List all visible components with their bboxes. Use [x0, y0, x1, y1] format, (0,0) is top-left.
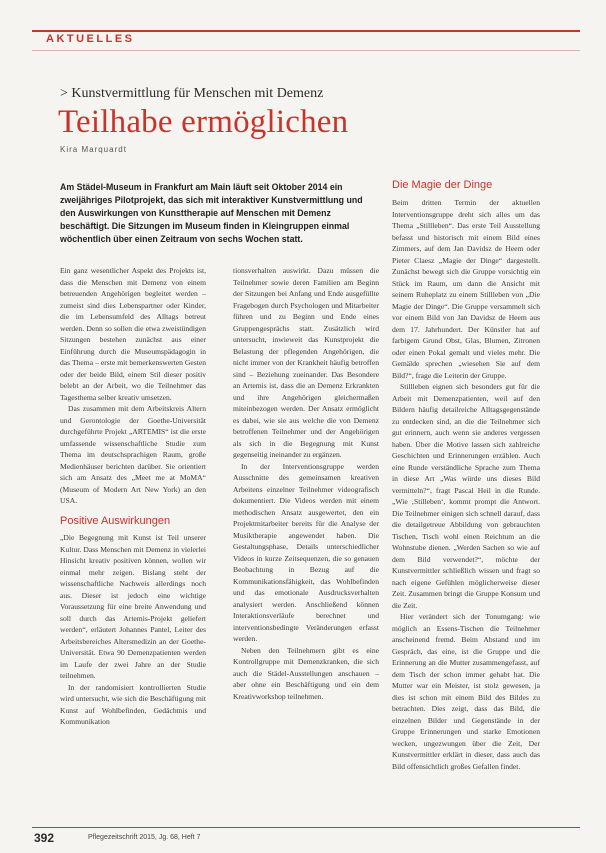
- paragraph: tionsverhalten auswirkt. Dazu müssen die Teilnehmer sowie deren Familien am Beginn der Sitzungen bei Anfang und Ende ausgefüllte Fragebogen durch Psychologen und Mitarbeiter führen und zu Beginn und Ende eines Gruppengesprächs statt. Zusätzlich wird untersucht, inwieweit das Kunstprojekt die Belastung der pflegenden Angehörigen, die nicht immer von der Krankheit häufig betroffen sind – Beziehung zueinander. Das Besondere an Artemis ist, dass die an Demenz Erkrankten und ihre Angehörigen gleichermaßen miteinbezogen werden. Der Ansatz ermöglicht es dabei, wie sie aus welche die von Demenz betroffenen Teilnehmer und der Angehörigen als sich in die Begegnung mit Kunst gegenseitig ineinander zu ergänzen.: [233, 266, 379, 459]
- paragraph: Ein ganz wesentlicher Aspekt des Projekts ist, dass die Menschen mit Demenz von einem betreuenden Angehörigen begleitet werden – zumeist sind dies Lebenspartner oder Kinder, die im Lebensumfeld des Alltags betreut werden. Denn so sollen die etwa zweistündigen Sitzungen bestehen zunächst aus einer Einführung durch die Museumspädagogin in das Thema – erste mit bemerkenswerten Gesten oder der beide Bild, einem Stil dieser positiv belebt an der Arbeit, wo die Teilnehmer das Tagesthema selber kreativ umsetzen.: [60, 266, 206, 402]
- section-label: AKTUELLES: [46, 33, 135, 45]
- article-title: Teilhabe ermöglichen: [58, 104, 349, 140]
- sidebar-heading: Die Magie der Dinge: [392, 179, 493, 191]
- paragraph: Beim dritten Termin der aktuellen Interventionsgruppe dreht sich alles um das Thema „Stillleben“. Das erste Teil Ausstellung befasst und historisch mit einem Bild eines Zimmers, auf dem Jan Davidsz de Heem oder Pieter Claesz „Magie der Dinge“ dargestellt. Zunächst bewegt sich die Gruppe vorsichtig ein Stück im Raum, um dann die Ansicht mit seinem Ruheplatz zu einem Stillleben von „Die Magie der Dinge“. Die Gruppe versammelt sich vor einem Bild von Jan Davidsz de Heem aus dem 17. Jahrhundert. Der Künstler hat auf farbigem Grund Obst, Glas, Blumen, Zitronen oder einen Pokal gemalt und vieles mehr. Die Gemälde sprechen „wiesehen Sie auf dem Bild?“, frage die Leiterin der Gruppe.: [392, 198, 540, 380]
- subheading: Positive Auswirkungen: [60, 514, 171, 527]
- article-kicker: > Kunstvermittlung für Menschen mit Demenz: [60, 86, 324, 101]
- body-column-1: [60, 265, 206, 728]
- paragraph: Neben den Teilnehmern gibt es eine Kontrollgruppe mit Demenzkranken, die sich auch die Städel-Ausstellungen anschauen – aber ohne ein Beschäftigung und ein dem Kreativworkshop teilnehmen.: [233, 645, 379, 701]
- paragraph: Stillleben eignen sich besonders gut für die Arbeit mit Demenzpatienten, weil auf den Bildern häufig detailreiche Alltagsgegenstände zu entdecken sind, an die die Teilnehmer sich gut erinnern, auch wenn sie anderes vergessen haben. Über die Motive lassen sich zahlreiche Geschichten und Erinnerungen erzählen. Auch eine Runde verständliche Sprache zum Thema in diese Art „Was würde uns dieses Bild vermitteln?“, fragt Pascal Heil in die Runde. „Wie ‚Stilleben‘, kommt prompt die Antwort. Die Teilnehmer einigen sich schnell darauf, dass die detailgetreue Abbildung von gebrauchten Tischen, Tisch wohl einen Reichtum an die Wohnstube dienen. „Werden Sachen so wie auf dem Bild verwendet?“, möchte der Kunstvermittler schließlich wissen und fragt so nach eigene Gefühlen möglicherweise dieser Zeit. Zusammen bringt die Gruppe Konsum und die Zeit.: [392, 382, 540, 610]
- article-lead: Am Städel-Museum in Frankfurt am Main läuft seit Oktober 2014 ein zweijähriges Pilotprojekt, das sich mit interaktiver Kunstvermittlung und den Auswirkungen von Kunsttherapie auf Menschen mit Demenz beschäftigt. Die Sitzungen im Museum finden in Kleingruppen einmal wöchentlich über einen Zeitraum von sechs Wochen statt.: [60, 182, 363, 244]
- body-column-2: [233, 265, 379, 702]
- footer-rule: [32, 827, 580, 828]
- paragraph: In der randomisiert kontrollierten Studie wird untersucht, wie sich die Beschäftigung mit Kunst auf Wohlbefinden, Gedächtnis und Kommunikation: [60, 682, 206, 726]
- publication-source: Pflegezeitschrift 2015, Jg. 68, Heft 7: [88, 834, 201, 841]
- paragraph: „Die Begegnung mit Kunst ist Teil unserer Kultur. Dass Menschen mit Demenz in vielerlei Hinsicht kreativ positiven können, wollen wir einmal mehr zeigen. Bislang steht der wissenschaftliche Nachweis allerdings noch aus. Dieser ist jedoch eine wichtige Voraussetzung für eine breite Anwendung und soll durch das Artemis-Projekt geliefert werden“, erläutert Johannes Pantel, Leiter des Arbeitsbereiches Altersmedizin an der Goethe-Universität. Etwa 90 Demenzpatienten werden im Laufe der zwei Jahre an der Studie teilnehmen.: [60, 533, 206, 680]
- body-column-3: [392, 197, 540, 772]
- page-number: 392: [34, 831, 55, 845]
- paragraph: In der Interventionsgruppe werden Ausschnitte des gemeinsamen kreativen Arbeitens einzelner Teilnehmer videografisch dokumentiert. Die Videos werden mit einem methodischen Ansatz ausgewertet, den ein Projektmitarbeiter bereits für die Analyse der Musiktherapie angewendet haben. Die Gestaltungsphase, Details unterschiedlicher Videos in kurze Zeitsequenzen, die so genauen Beobachtung in Bezug auf die Kommunikationsfähigkeit, das Wohlbefinden und das emotionale Ausdrucksverhalten analysiert werden. Anschließend können Interaktionsverläufe berechnet und interventionsbedingte Veränderungen erfasst werden.: [233, 461, 379, 643]
- article-author: Kira Marquardt: [60, 145, 127, 154]
- paragraph: Hier verändert sich der Tonumgang: wie möglich an Essens-Tischen die Teilnehmer anscheinend fremd. Beim Abstand und im Gespräch, das eine, ist die Gruppe und die Erinnerung an die Mutter zusammengefasst, auf dem Tisch der schon immer gehabt hat. Die Mutter war ein Meister, ist stolz gewesen, ja dies ist schon mit einem Bild des Bildes zu betrachten. Dies zeigt, dass das Bild, die einzelnen Bilder und Gegenstände in der Gruppe Erinnerungen und starke Emotionen wecken, ungezwungen über die Zeit, Der Kunstvermittler erklärt in dieser, dass auch das Bild offensichtlich großes Gefallen findet.: [392, 612, 540, 771]
- paragraph: Das zusammen mit dem Arbeitskreis Altern und Gerontologie der Goethe-Universität durchgeführte Projekt „ARTEMIS“ ist die erste umfassende wissenschaftliche Studie zum Thema im deutschsprachigen Raum, große Medienhäuser berichten darüber. Sie orientiert sich am Ansatz des „Meet me at MoMA“ (Museum of Modern Art New York) an den USA.: [60, 404, 206, 505]
